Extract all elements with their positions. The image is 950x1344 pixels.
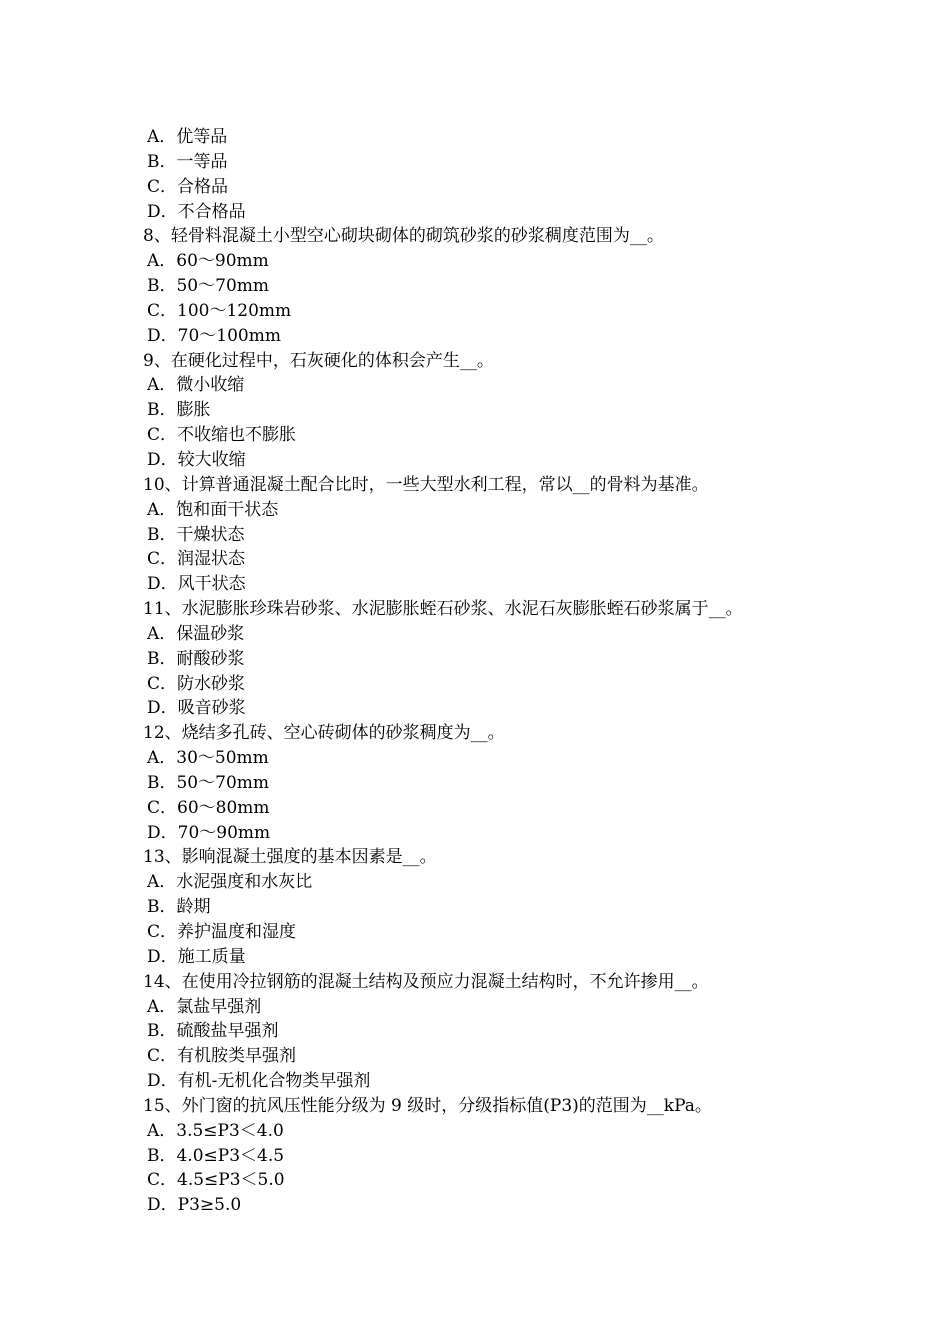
answer-option: B．龄期	[147, 897, 211, 918]
question-text: 9、在硬化过程中，石灰硬化的体积会产生__。	[143, 350, 494, 371]
answer-option: A．60～90mm	[147, 251, 269, 272]
question-list	[143, 125, 843, 1218]
answer-option: A．优等品	[147, 127, 228, 147]
answer-option: D．70～100mm	[147, 325, 281, 346]
answer-option: D．70～90mm	[147, 822, 271, 843]
answer-option: C．养护温度和湿度	[147, 922, 297, 942]
answer-option: A．3.5≤P3＜4.0	[147, 1120, 284, 1141]
answer-option: D．吸音砂浆	[147, 698, 246, 719]
question-text: 11、水泥膨胀珍珠岩砂浆、水泥膨胀蛭石砂浆、水泥石灰膨胀蛭石砂浆属于__。	[143, 599, 743, 620]
answer-option: C．100～120mm	[147, 300, 292, 321]
answer-option: A．水泥强度和水灰比	[147, 872, 313, 893]
answer-option: B．50～70mm	[147, 772, 269, 793]
answer-option: A．饱和面干状态	[147, 499, 279, 520]
answer-option: C．60～80mm	[147, 797, 270, 818]
question-text: 8、轻骨料混凝土小型空心砌块砌体的砌筑砂浆的砂浆稠度范围为__。	[143, 226, 664, 247]
answer-option: D．P3≥5.0	[147, 1195, 242, 1216]
answer-option: C．有机胺类早强剂	[147, 1046, 297, 1067]
question-text: 10、计算普通混凝土配合比时，一些大型水利工程，常以__的骨料为基准。	[143, 474, 709, 495]
answer-option: C．润湿状态	[147, 549, 246, 570]
answer-option: A．微小收缩	[147, 375, 245, 396]
answer-option: D．较大收缩	[147, 449, 246, 470]
answer-option: A．30～50mm	[147, 748, 269, 769]
answer-option: C．防水砂浆	[147, 673, 246, 694]
answer-option: C．合格品	[147, 176, 229, 197]
answer-option: D．不合格品	[147, 201, 246, 222]
answer-option: D．施工质量	[147, 946, 246, 967]
answer-option: B．耐酸砂浆	[147, 648, 245, 669]
question-text: 15、外门窗的抗风压性能分级为 9 级时，分级指标值(P3)的范围为__kPa。	[143, 1095, 712, 1116]
question-text: 13、影响混凝土强度的基本因素是__。	[143, 847, 437, 868]
question-text: 14、在使用冷拉钢筋的混凝土结构及预应力混凝土结构时，不允许掺用__。	[143, 971, 709, 992]
answer-option: B．干燥状态	[147, 524, 245, 545]
answer-option: D．有机-无机化合物类早强剂	[147, 1071, 371, 1092]
question-text: 12、烧结多孔砖、空心砖砌体的砂浆稠度为__。	[143, 723, 505, 744]
answer-option: B．一等品	[147, 151, 228, 172]
answer-option: B．硫酸盐早强剂	[147, 1021, 279, 1042]
answer-option: C．不收缩也不膨胀	[147, 425, 297, 446]
answer-option: B．4.0≤P3＜4.5	[147, 1145, 285, 1166]
answer-option: B．膨胀	[147, 400, 211, 421]
answer-option: A．保温砂浆	[147, 623, 245, 644]
answer-option: B．50～70mm	[147, 276, 269, 297]
answer-option: C．4.5≤P3＜5.0	[147, 1170, 285, 1191]
answer-option: A．氯盐早强剂	[147, 996, 262, 1017]
answer-option: D．风干状态	[147, 574, 246, 595]
